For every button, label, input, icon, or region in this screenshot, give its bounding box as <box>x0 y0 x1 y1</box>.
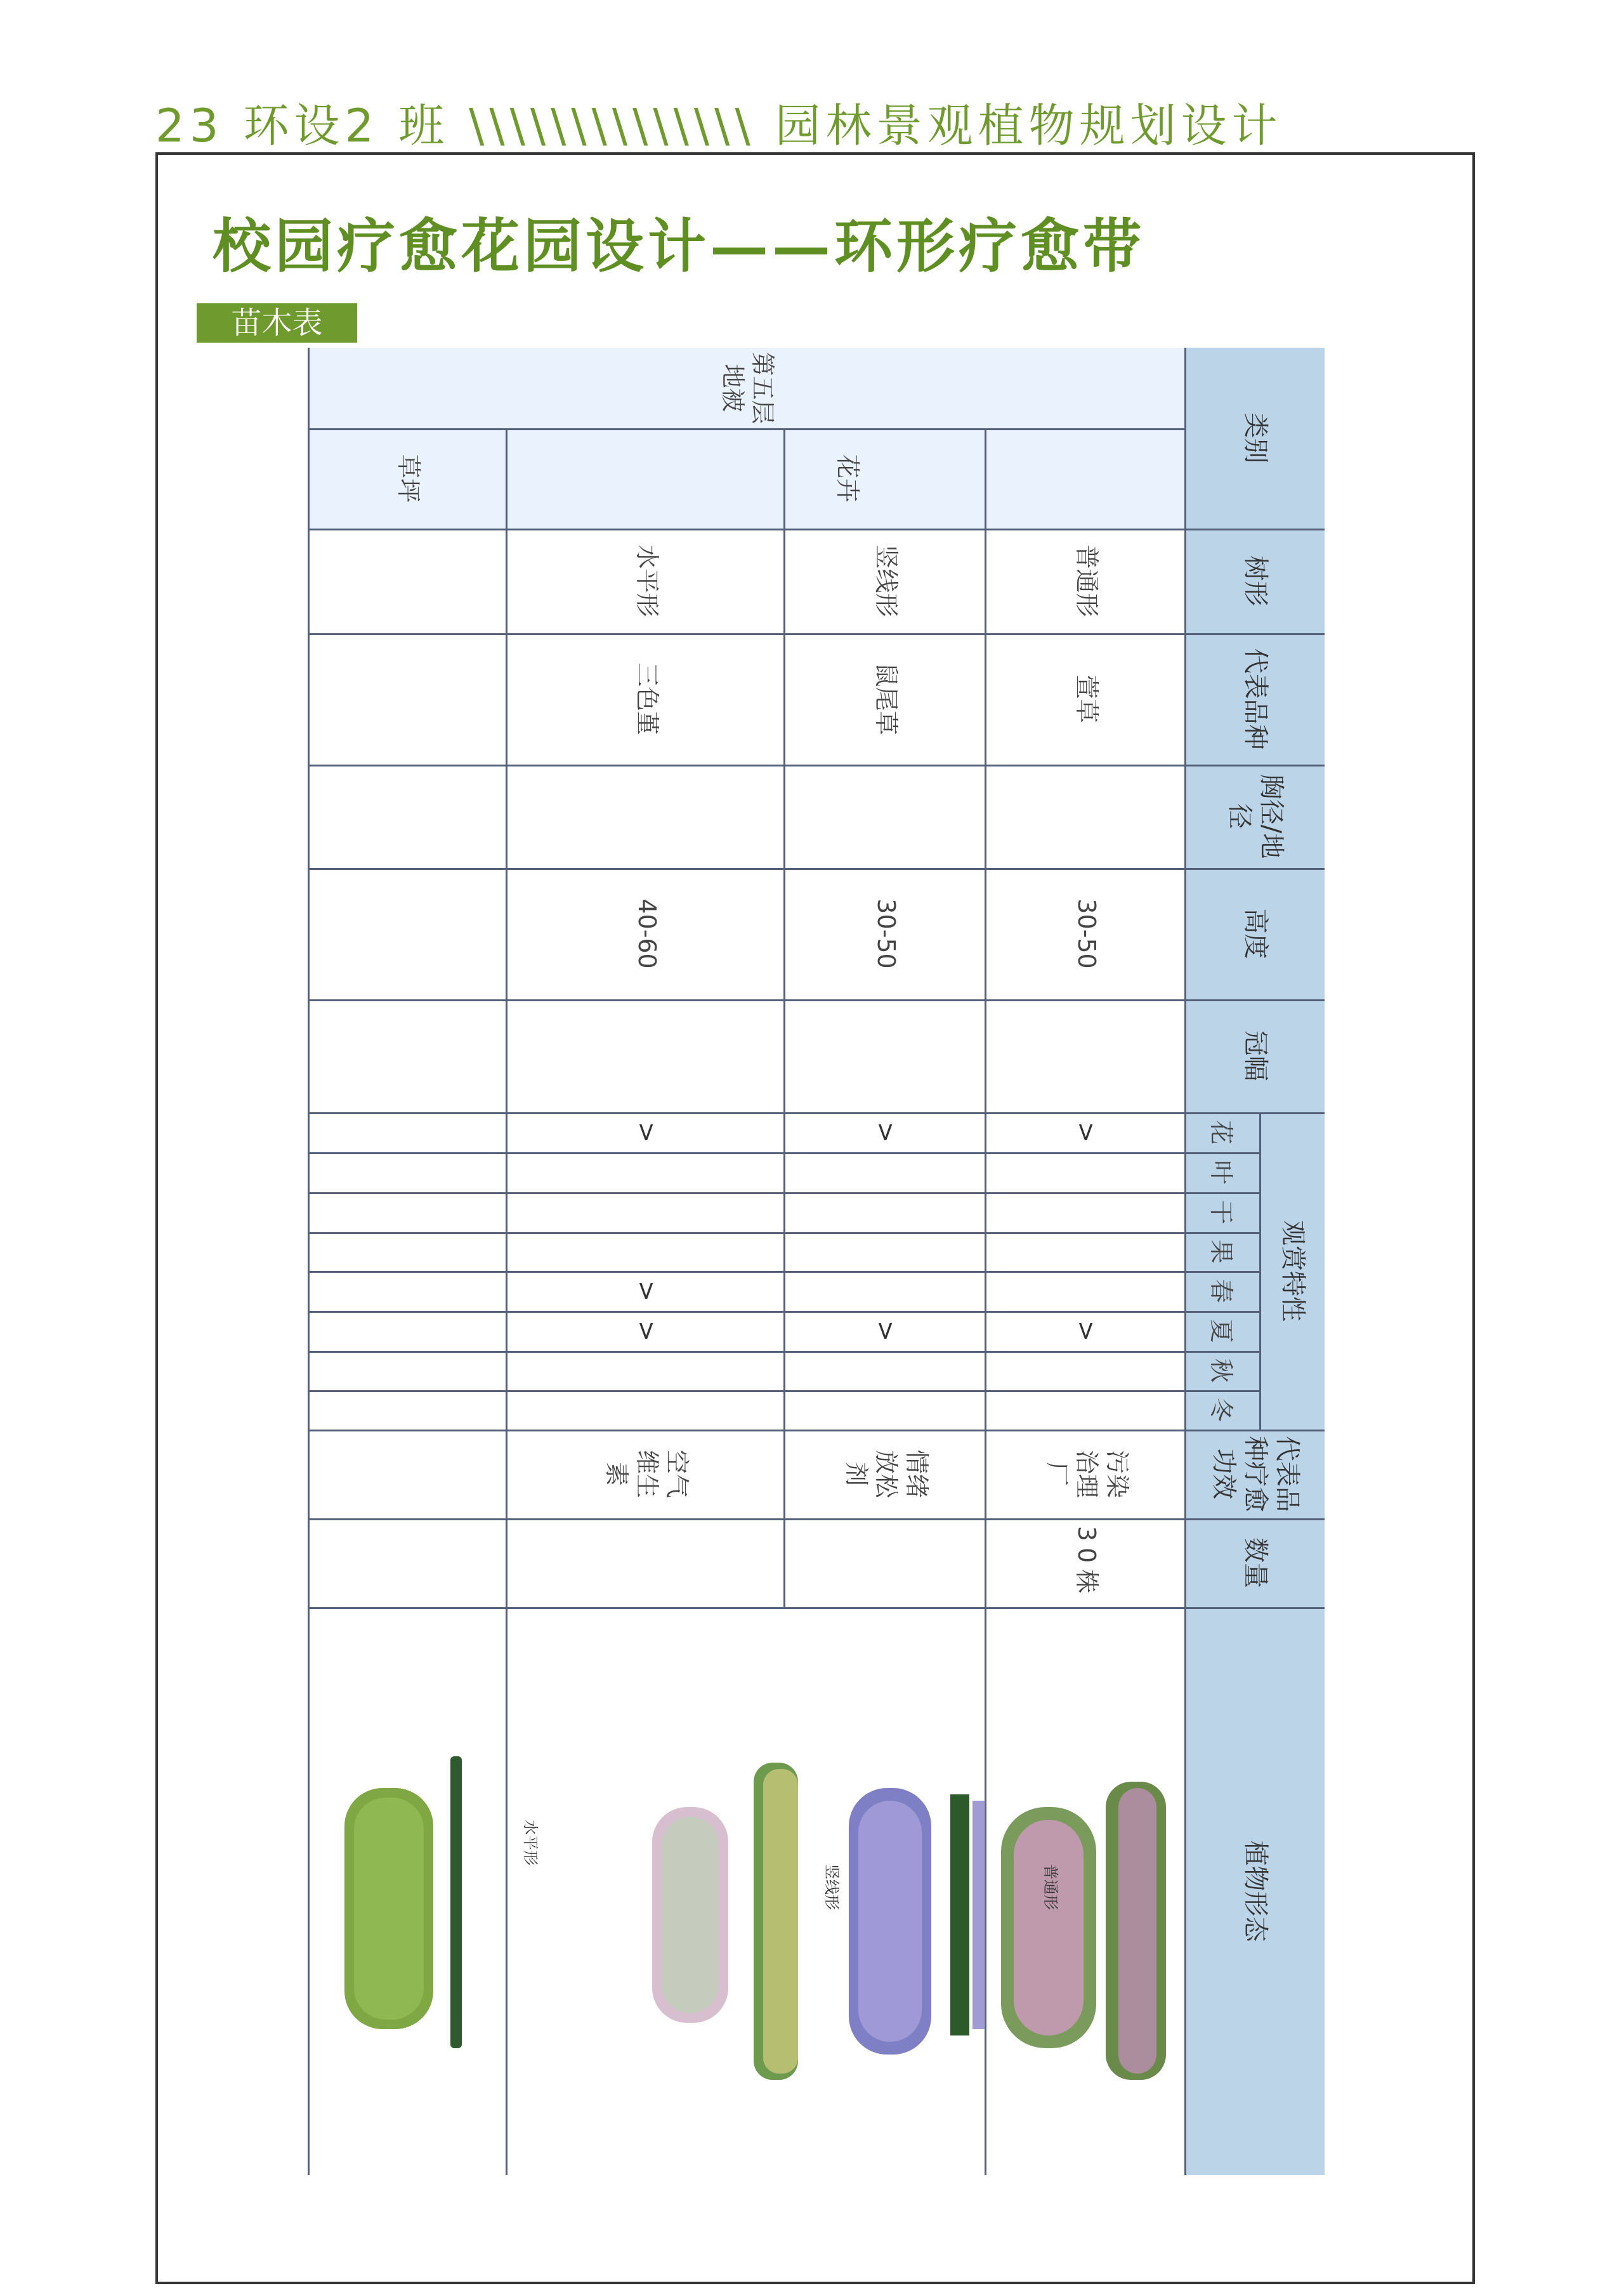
row2-therapy: 情绪 放松 剂 <box>842 1449 931 1498</box>
orn-sub-summer: 夏 <box>1207 1318 1235 1343</box>
plant-lawn <box>344 1756 462 2048</box>
orn-sub-fruit: 果 <box>1207 1239 1235 1264</box>
orn-sub-stem: 干 <box>1207 1200 1235 1225</box>
orn-sub-autumn: 秋 <box>1207 1358 1235 1383</box>
row3-check-summer: > <box>632 1320 661 1342</box>
section-tag: 苗木表 <box>197 303 357 343</box>
row1-check-flower: > <box>1071 1121 1101 1143</box>
col-quantity: 数量 <box>1186 1518 1325 1607</box>
row3-height: 40-60 <box>632 898 661 969</box>
col-dbh: 胸径/地径 <box>1186 765 1325 868</box>
main-title: 校园疗愈花园设计——环形疗愈带 <box>213 212 1146 280</box>
group-flowers: 花卉 <box>508 428 1186 529</box>
col-shape: 树形 <box>1186 529 1325 633</box>
group-lawn: 草坪 <box>308 428 508 529</box>
row1-height: 30-50 <box>1073 898 1101 969</box>
plant-salvia <box>849 1788 985 2055</box>
row3-therapy: 空气 维生 素 <box>603 1449 691 1498</box>
row2-shape: 竖线形 <box>872 544 901 617</box>
plant-hemerocallis <box>1001 1782 1166 2080</box>
nursery-table <box>308 348 1325 2175</box>
orn-sub-leaf: 叶 <box>1207 1160 1235 1185</box>
form-label-1: 普通形 <box>1042 1864 1059 1910</box>
row3-check-spring: > <box>632 1280 661 1302</box>
layer-label: 第五层 地被 <box>719 352 777 424</box>
row1-check-summer: > <box>1071 1320 1101 1342</box>
col-variety: 代表品种 <box>1186 633 1325 765</box>
row2-check-summer: > <box>871 1320 901 1342</box>
row2-variety: 鼠尾草 <box>872 662 901 735</box>
col-category: 类别 <box>1186 348 1325 529</box>
row2-check-flower: > <box>871 1121 901 1143</box>
row1-therapy: 污染 治理 厂 <box>1042 1449 1131 1498</box>
col-therapy: 代表品种疗愈功效 <box>1186 1430 1325 1518</box>
col-ornamental: 观赏特性 <box>1261 1112 1325 1430</box>
row2-height: 30-50 <box>872 898 901 969</box>
col-form: 植物形态 <box>1186 1607 1325 2175</box>
col-height: 高度 <box>1186 868 1325 999</box>
form-label-3: 水平形 <box>521 1820 539 1865</box>
row1-variety: 萱草 <box>1073 674 1101 723</box>
row1-quantity: 30株 <box>1073 1525 1101 1600</box>
row3-check-flower: > <box>632 1121 661 1143</box>
plant-pansy <box>652 1763 798 2080</box>
col-crown: 冠幅 <box>1186 999 1325 1112</box>
row3-variety: 三色堇 <box>632 662 661 735</box>
form-label-2: 竖线形 <box>823 1864 841 1910</box>
row3-shape: 水平形 <box>632 544 661 617</box>
page-header: 23 环设2 班 \\\\\\\\\\\\\\ 园林景观植物规划设计 <box>155 99 1283 152</box>
orn-sub-spring: 春 <box>1207 1279 1235 1303</box>
row1-shape: 普通形 <box>1073 544 1101 617</box>
orn-sub-flower: 花 <box>1207 1120 1235 1145</box>
plant-illustrations <box>316 1617 1179 2162</box>
orn-sub-winter: 冬 <box>1207 1397 1235 1422</box>
